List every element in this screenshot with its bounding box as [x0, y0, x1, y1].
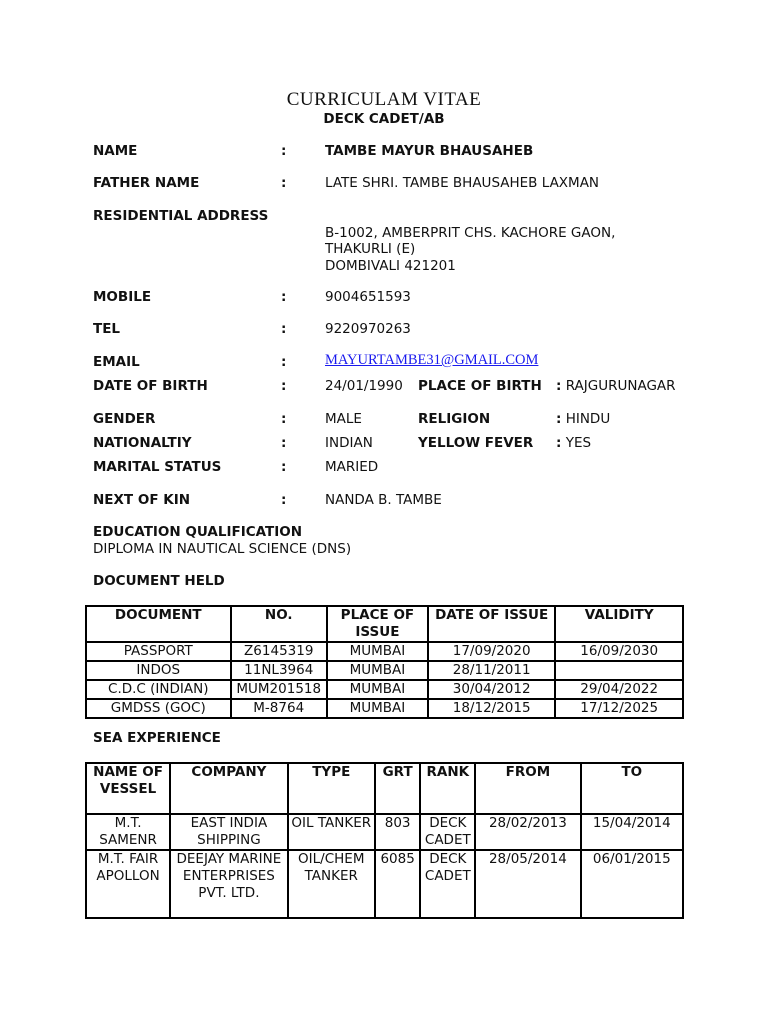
colon: : — [556, 378, 562, 394]
table-cell: 30/04/2012 — [428, 680, 556, 699]
table-header-row — [86, 606, 683, 642]
address-label: RESIDENTIAL ADDRESS — [93, 208, 269, 224]
kin-label: NEXT OF KIN — [93, 492, 191, 508]
pob-label: PLACE OF BIRTH — [418, 378, 542, 394]
table-cell: 11NL3964 — [231, 661, 327, 680]
colon: : — [281, 411, 287, 427]
colon: : — [281, 378, 287, 394]
table-cell: MUMBAI — [327, 699, 428, 718]
table-cell: M-8764 — [231, 699, 327, 718]
mobile-label: MOBILE — [93, 289, 152, 305]
table-cell: 15/04/2014 — [581, 814, 683, 850]
table-cell: DECK CADET — [420, 814, 475, 850]
table-row — [86, 814, 683, 850]
table-cell: 803 — [375, 814, 421, 850]
table-cell: MUMBAI — [327, 680, 428, 699]
table-cell: C.D.C (INDIAN) — [86, 680, 231, 699]
dob-label: DATE OF BIRTH — [93, 378, 208, 394]
page-title: CURRICULAM VITAE — [286, 89, 482, 110]
colon: : — [281, 175, 287, 191]
gender-value: MALE — [325, 411, 362, 427]
table-cell: 28/05/2014 — [475, 850, 580, 918]
table-header-row — [86, 763, 683, 814]
father-name-value: LATE SHRI. TAMBE BHAUSAHEB LAXMAN — [325, 175, 600, 191]
column-header: PLACE OF ISSUE — [327, 606, 428, 642]
page-subtitle: DECK CADET/AB — [323, 111, 445, 127]
pob-value: RAJGURUNAGAR — [565, 378, 676, 394]
table-cell: EAST INDIA SHIPPING — [170, 814, 288, 850]
colon: : — [281, 459, 287, 475]
column-header: DOCUMENT — [86, 606, 231, 642]
table-cell — [555, 661, 683, 680]
colon: : — [281, 435, 287, 451]
table-cell: M.T. SAMENR — [86, 814, 170, 850]
nationality-label: NATIONALTIY — [93, 435, 192, 451]
table-cell: 17/09/2020 — [428, 642, 556, 661]
yellow-fever-field — [556, 435, 591, 451]
table-cell: Z6145319 — [231, 642, 327, 661]
father-name-label: FATHER NAME — [93, 175, 200, 191]
colon: : — [281, 289, 287, 305]
column-header: GRT — [375, 763, 421, 814]
column-header: VALIDITY — [555, 606, 683, 642]
column-header: NAME OF VESSEL — [86, 763, 170, 814]
marital-label: MARITAL STATUS — [93, 459, 222, 475]
kin-value: NANDA B. TAMBE — [325, 492, 442, 508]
table-cell: PASSPORT — [86, 642, 231, 661]
name-label: NAME — [93, 143, 138, 159]
name-value: TAMBE MAYUR BHAUSAHEB — [325, 143, 534, 159]
sea-experience-heading: SEA EXPERIENCE — [93, 730, 221, 746]
colon: : — [281, 321, 287, 337]
table-cell: 28/11/2011 — [428, 661, 556, 680]
table-cell: 16/09/2030 — [555, 642, 683, 661]
address-line-2: THAKURLI (E) — [325, 241, 416, 257]
address-line-1: B-1002, AMBERPRIT CHS. KACHORE GAON, — [325, 225, 616, 241]
table-cell: M.T. FAIR APOLLON — [86, 850, 170, 918]
tel-value: 9220970263 — [325, 321, 411, 337]
table-cell: 29/04/2022 — [555, 680, 683, 699]
email-link[interactable]: MAYURTAMBE31@GMAIL.COM — [325, 352, 539, 368]
colon: : — [556, 435, 562, 451]
nationality-value: INDIAN — [325, 435, 373, 451]
marital-value: MARIED — [325, 459, 379, 475]
gender-label: GENDER — [93, 411, 156, 427]
column-header: TYPE — [288, 763, 375, 814]
column-header: COMPANY — [170, 763, 288, 814]
table-row — [86, 850, 683, 918]
column-header: RANK — [420, 763, 475, 814]
table-cell: DEEJAY MARINE ENTERPRISES PVT. LTD. — [170, 850, 288, 918]
sea-experience-table — [85, 762, 684, 919]
pob-field — [556, 378, 676, 394]
documents-table — [85, 605, 684, 719]
education-heading: EDUCATION QUALIFICATION — [93, 524, 303, 540]
table-cell: 06/01/2015 — [581, 850, 683, 918]
yellow-fever-label: YELLOW FEVER — [418, 435, 534, 451]
table-row — [86, 642, 683, 661]
religion-value: HINDU — [565, 411, 611, 427]
tel-label: TEL — [93, 321, 121, 337]
table-cell: 17/12/2025 — [555, 699, 683, 718]
colon: : — [556, 411, 562, 427]
table-row — [86, 699, 683, 718]
column-header: NO. — [231, 606, 327, 642]
documents-heading: DOCUMENT HELD — [93, 573, 225, 589]
table-cell: 6085 — [375, 850, 421, 918]
column-header: FROM — [475, 763, 580, 814]
colon: : — [281, 492, 287, 508]
email-label: EMAIL — [93, 354, 140, 370]
table-cell: GMDSS (GOC) — [86, 699, 231, 718]
table-cell: INDOS — [86, 661, 231, 680]
address-line-3: DOMBIVALI 421201 — [325, 258, 456, 274]
table-row — [86, 680, 683, 699]
dob-value: 24/01/1990 — [325, 378, 403, 394]
column-header: DATE OF ISSUE — [428, 606, 556, 642]
education-value: DIPLOMA IN NAUTICAL SCIENCE (DNS) — [93, 541, 352, 557]
table-cell: OIL TANKER — [288, 814, 375, 850]
religion-label: RELIGION — [418, 411, 491, 427]
mobile-value: 9004651593 — [325, 289, 411, 305]
yellow-fever-value: YES — [565, 435, 592, 451]
table-cell: 18/12/2015 — [428, 699, 556, 718]
religion-field — [556, 411, 610, 427]
colon: : — [281, 143, 287, 159]
column-header: TO — [581, 763, 683, 814]
table-cell: MUM201518 — [231, 680, 327, 699]
table-cell: MUMBAI — [327, 661, 428, 680]
table-cell: 28/02/2013 — [475, 814, 580, 850]
table-cell: OIL/CHEM TANKER — [288, 850, 375, 918]
colon: : — [281, 354, 287, 370]
table-cell: DECK CADET — [420, 850, 475, 918]
table-cell: MUMBAI — [327, 642, 428, 661]
table-row — [86, 661, 683, 680]
